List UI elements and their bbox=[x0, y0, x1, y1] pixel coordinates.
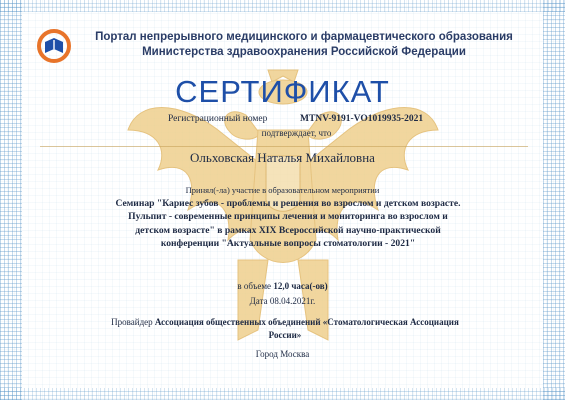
hours-value: 12,0 часа(-ов) bbox=[273, 281, 328, 291]
decorative-grid-right bbox=[543, 0, 565, 400]
date-label: Дата bbox=[249, 296, 270, 306]
confirms-text: подтверждает, что bbox=[261, 128, 332, 138]
certificate-title: СЕРТИФИКАТ bbox=[175, 74, 390, 109]
date-row bbox=[0, 296, 565, 306]
decorative-grid-top bbox=[0, 0, 565, 12]
participation-text: Принял(-ла) участие в образовательном мероприятии bbox=[185, 185, 380, 195]
provider-label: Провайдер bbox=[111, 317, 155, 327]
provider-row bbox=[100, 316, 470, 341]
decorative-grid-bottom bbox=[0, 388, 565, 400]
portal-header-line1: Портал непрерывного медицинского и фармацевтического образования bbox=[95, 31, 513, 43]
event-title: Семинар "Кариес зубов - проблемы и решения во взрослом и детском возрасте. Пульпит - современные принципы лечения и мониторинга во взрослом и детском возрасте" в рамках XIX Всероссийской научно-практической конференции "Актуальные вопросы стоматологии - 2021" bbox=[115, 198, 461, 249]
portal-header bbox=[84, 30, 524, 60]
portal-header-line2: Министерства здравоохранения Российской Федерации bbox=[142, 46, 466, 58]
registration-label: Регистрационный номер bbox=[168, 114, 268, 124]
divider-line bbox=[40, 146, 528, 147]
date-value: 08.04.2021г. bbox=[269, 296, 316, 306]
city-row bbox=[0, 349, 565, 359]
city-label: Город bbox=[255, 349, 281, 359]
city-value: Москва bbox=[280, 349, 310, 359]
hours-label: в объеме bbox=[237, 281, 274, 291]
registration-number: MTNV-9191-VO1019935-2021 bbox=[300, 114, 424, 124]
provider-name: Ассоциация общественных объединений «Стоматологическая Ассоциация России» bbox=[154, 317, 459, 340]
hours-row bbox=[0, 281, 565, 291]
confirms-text-row bbox=[0, 128, 565, 138]
decorative-grid-left bbox=[0, 0, 22, 400]
recipient-name: Ольховская Наталья Михайловна bbox=[190, 150, 375, 165]
portal-logo-icon bbox=[36, 28, 72, 64]
